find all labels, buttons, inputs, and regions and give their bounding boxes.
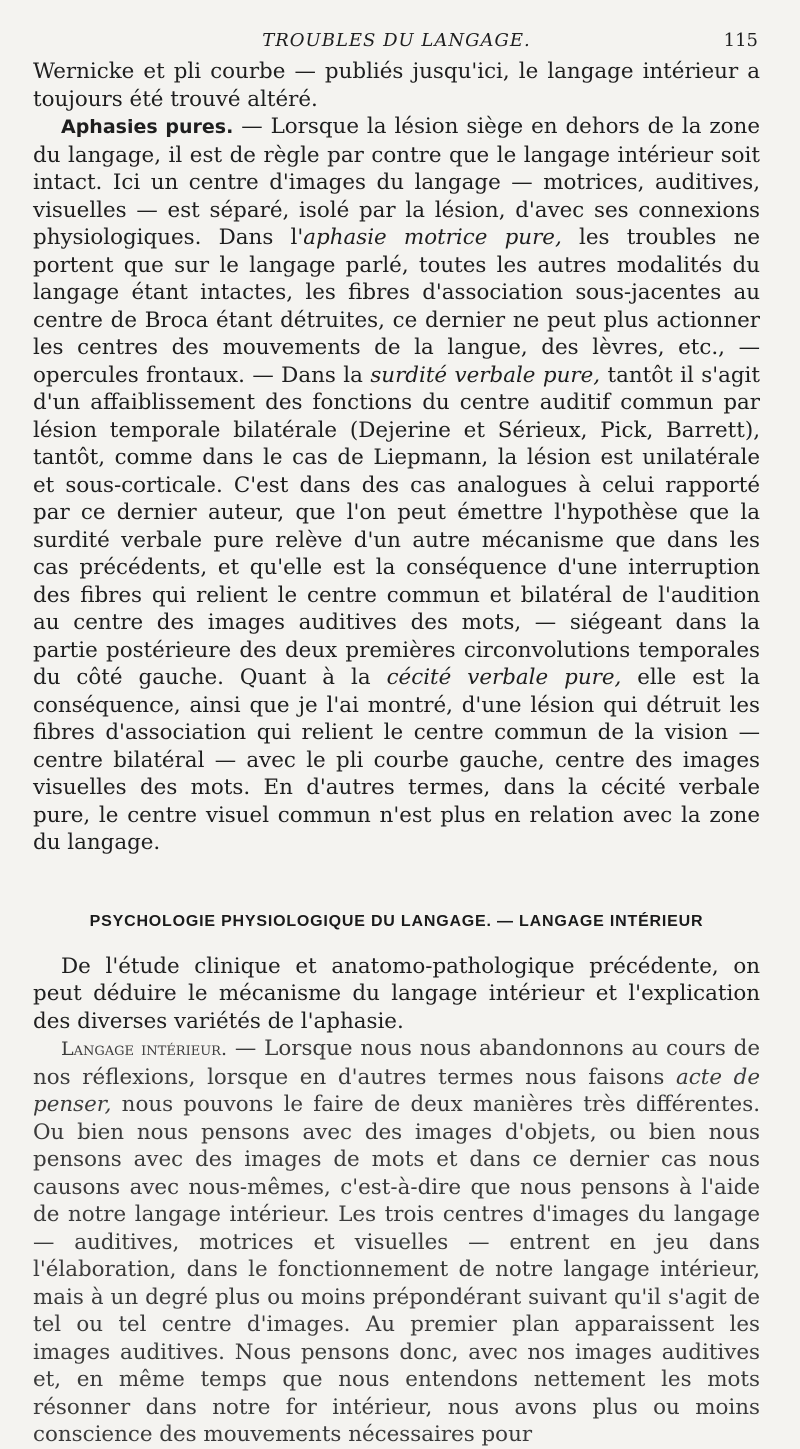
paragraph-langage-interieur	[33, 1035, 760, 1449]
emphasis-aphasie-motrice: aphasie motrice pure,	[303, 225, 562, 250]
running-head	[33, 0, 760, 58]
paragraph-text: — Lorsque nous nous abandonnons au cours de nos réflexions, lorsque en d'autres termes nous faisons	[33, 1036, 761, 1090]
emphasis-surdite-verbale: surdité verbale pure,	[370, 362, 601, 388]
emphasis-acte-de-penser: acte de penser,	[33, 1064, 760, 1117]
paragraph-lead: Langage intérieur.	[61, 1038, 228, 1060]
paragraph-text: tantôt il s'agit d'un affaiblissement des fonctions du centre auditif commun par lésion temporale bilatérale (Dejerine et Sérieux, Pick, Barrett), tantôt, comme dans le cas de Liepmann, la lésion est unilatérale et sous-corticale. C'est dans des cas analogues à celui rapporté par ce dernier auteur, que l'on peut émettre l'hypothèse que la surdité verbale pure relève d'un autre mécanisme que dans les cas précédents, et qu'elle est la conséquence d'une interruption des fibres qui relient le centre commun et bilatéral de l'audition au centre des images auditives des mots, — siégeant dans la partie postérieure des deux premières circonvolutions temporales du côté gauche. Quant à la	[33, 362, 760, 690]
running-title: TROUBLES DU LANGAGE.	[262, 30, 531, 51]
paragraph-text: — Lorsque la lésion siège en dehors de la zone du langage, il est de règle par contre que le langage intérieur soit intact. Ici un centre d'images du langage — motrices, auditives, visuelles — est séparé, isolé par la lésion, d'avec ses connexions physiologiques. Dans l'	[33, 114, 760, 250]
paragraph-intro: De l'étude clinique et anatomo-pathologique précédente, on peut déduire le mécanisme du langage intérieur et l'explication des diverses variétés de l'aphasie.	[33, 953, 760, 1034]
paragraph-text: les troubles ne portent que sur le langage parlé, toutes les autres modalités du langage étant intactes, les fibres d'association sous-jacentes au centre de Broca étant détruites, ce dernier ne peut plus actionner les centres des mouvements de la langue, des lèvres, etc., — opercules frontaux. — Dans la	[33, 225, 761, 388]
paragraph-text: nous pouvons le faire de deux manières très différentes. Ou bien nous pensons avec des images d'objets, ou bien nous pensons avec des images de mots et dans ce dernier cas nous causons avec nous-mêmes, c'est-à-dire que nous pensons à l'aide de notre langage intérieur. Les trois centres d'images du langage — auditives, motrices et visuelles — entrent en jeu dans l'élaboration, dans le fonctionnement de notre langage intérieur, mais à un degré plus ou moins prépondérant suivant qu'il s'agit de tel ou tel centre d'images. Au premier plan apparaissent les images auditives. Nous pensons donc, avec nos images auditives et, en même temps que nous entendons nettement les mots résonner dans notre for intérieur, nous avons plus ou moins conscience des mouvements nécessaires pour	[33, 1092, 760, 1447]
paragraph-aphasies-pures	[33, 113, 760, 857]
paragraph-lead: Aphasies pures.	[61, 116, 234, 138]
section-heading: PSYCHOLOGIE PHYSIOLOGIQUE DU LANGAGE. — LANGAGE INTÉRIEUR	[89, 912, 704, 930]
page-number: 115	[723, 30, 758, 51]
emphasis-cecite-verbale: cécité verbale pure,	[386, 665, 622, 690]
paragraph-continuation: Wernicke et pli courbe — publiés jusqu'ici, le langage intérieur a toujours été trouvé altéré.	[33, 59, 760, 112]
paragraph-text: elle est la conséquence, ainsi que je l'ai montré, d'une lésion qui détruit les fibres d'association qui relient le centre commun de la vision — centre bilatéral — avec le pli courbe gauche, centre des images visuelles des mots. En d'autres termes, dans la cécité verbale pure, le centre visuel commun n'est plus en relation avec la zone du langage.	[33, 665, 760, 855]
